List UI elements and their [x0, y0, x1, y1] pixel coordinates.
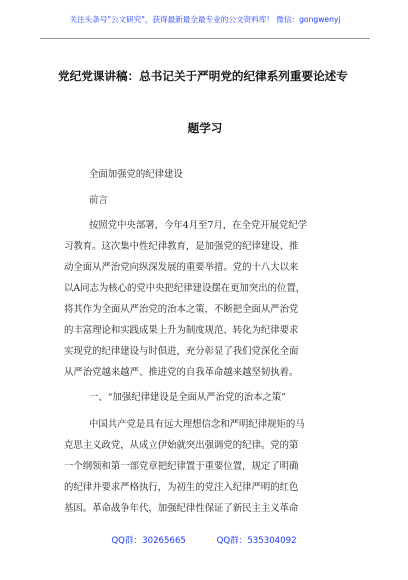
- preface-label: 前言: [89, 195, 108, 206]
- subheading-1: 一、“加强纪律建设是全面从严治党的治本之策”: [89, 392, 287, 403]
- page-footer: [0, 534, 408, 546]
- page-header: [40, 14, 370, 39]
- paragraph-2-line-1: 中国共产党是具有远大理想信念和严明纪律规矩的马: [89, 419, 305, 430]
- paragraph-2-line-2: 克思主义政党，从成立伊始就突出强调党的纪律。党的第: [64, 440, 299, 451]
- paragraph-2-line-4: 的纪律并要求严格执行，为初生的党注入纪律严明的红色: [64, 482, 299, 493]
- paragraph-1-line-3: 动全面从严治党向纵深发展的重要举措。党的十八大以来: [64, 262, 299, 273]
- paragraph-1-line-4: 以A同志为核心的党中央把纪律建设摆在更加突出的位置，: [64, 283, 306, 294]
- header-promo-text: 关注头条号"公文研究"，获得最新最全最专业的公文资料库！ 微信：gongwenyj: [69, 15, 341, 24]
- section-heading: 全面加强党的纪律建设: [89, 169, 183, 180]
- paragraph-1-line-5: 将其作为全面从严治党的治本之策，不断把全面从严治党: [64, 304, 299, 315]
- paragraph-2-line-5: 基因。革命战争年代，加强纪律性保证了新民主主义革命: [64, 503, 299, 514]
- document-title-line-2: 题学习: [187, 121, 223, 135]
- paragraph-1-line-1: 按照党中央部署，今年4月至7月，在全党开展党纪学: [89, 220, 308, 231]
- paragraph-1-line-6: 的丰富理论和实践成果上升为制度规范、转化为纪律要求: [64, 325, 299, 336]
- footer-qq-group-2: QQ群：535304092: [216, 536, 297, 546]
- paragraph-1-line-2: 习教育。这次集中性纪律教育，是加强党的纪律建设、推: [64, 241, 299, 252]
- paragraph-2-line-3: 一个纲领和第一部党章把纪律置于重要位置，规定了明确: [64, 461, 299, 472]
- footer-qq-group-1: QQ群：30265665: [111, 536, 186, 546]
- paragraph-1-line-8: 从严治党越来越严、推进党的自我革命越来越坚韧执着。: [64, 367, 299, 378]
- paragraph-1-line-7: 实现党的纪律建设与时俱进，充分彰显了我们党深化全面: [64, 346, 299, 357]
- document-title-line-1: 党纪党课讲稿：总书记关于严明党的纪律系列重要论述专: [58, 69, 348, 83]
